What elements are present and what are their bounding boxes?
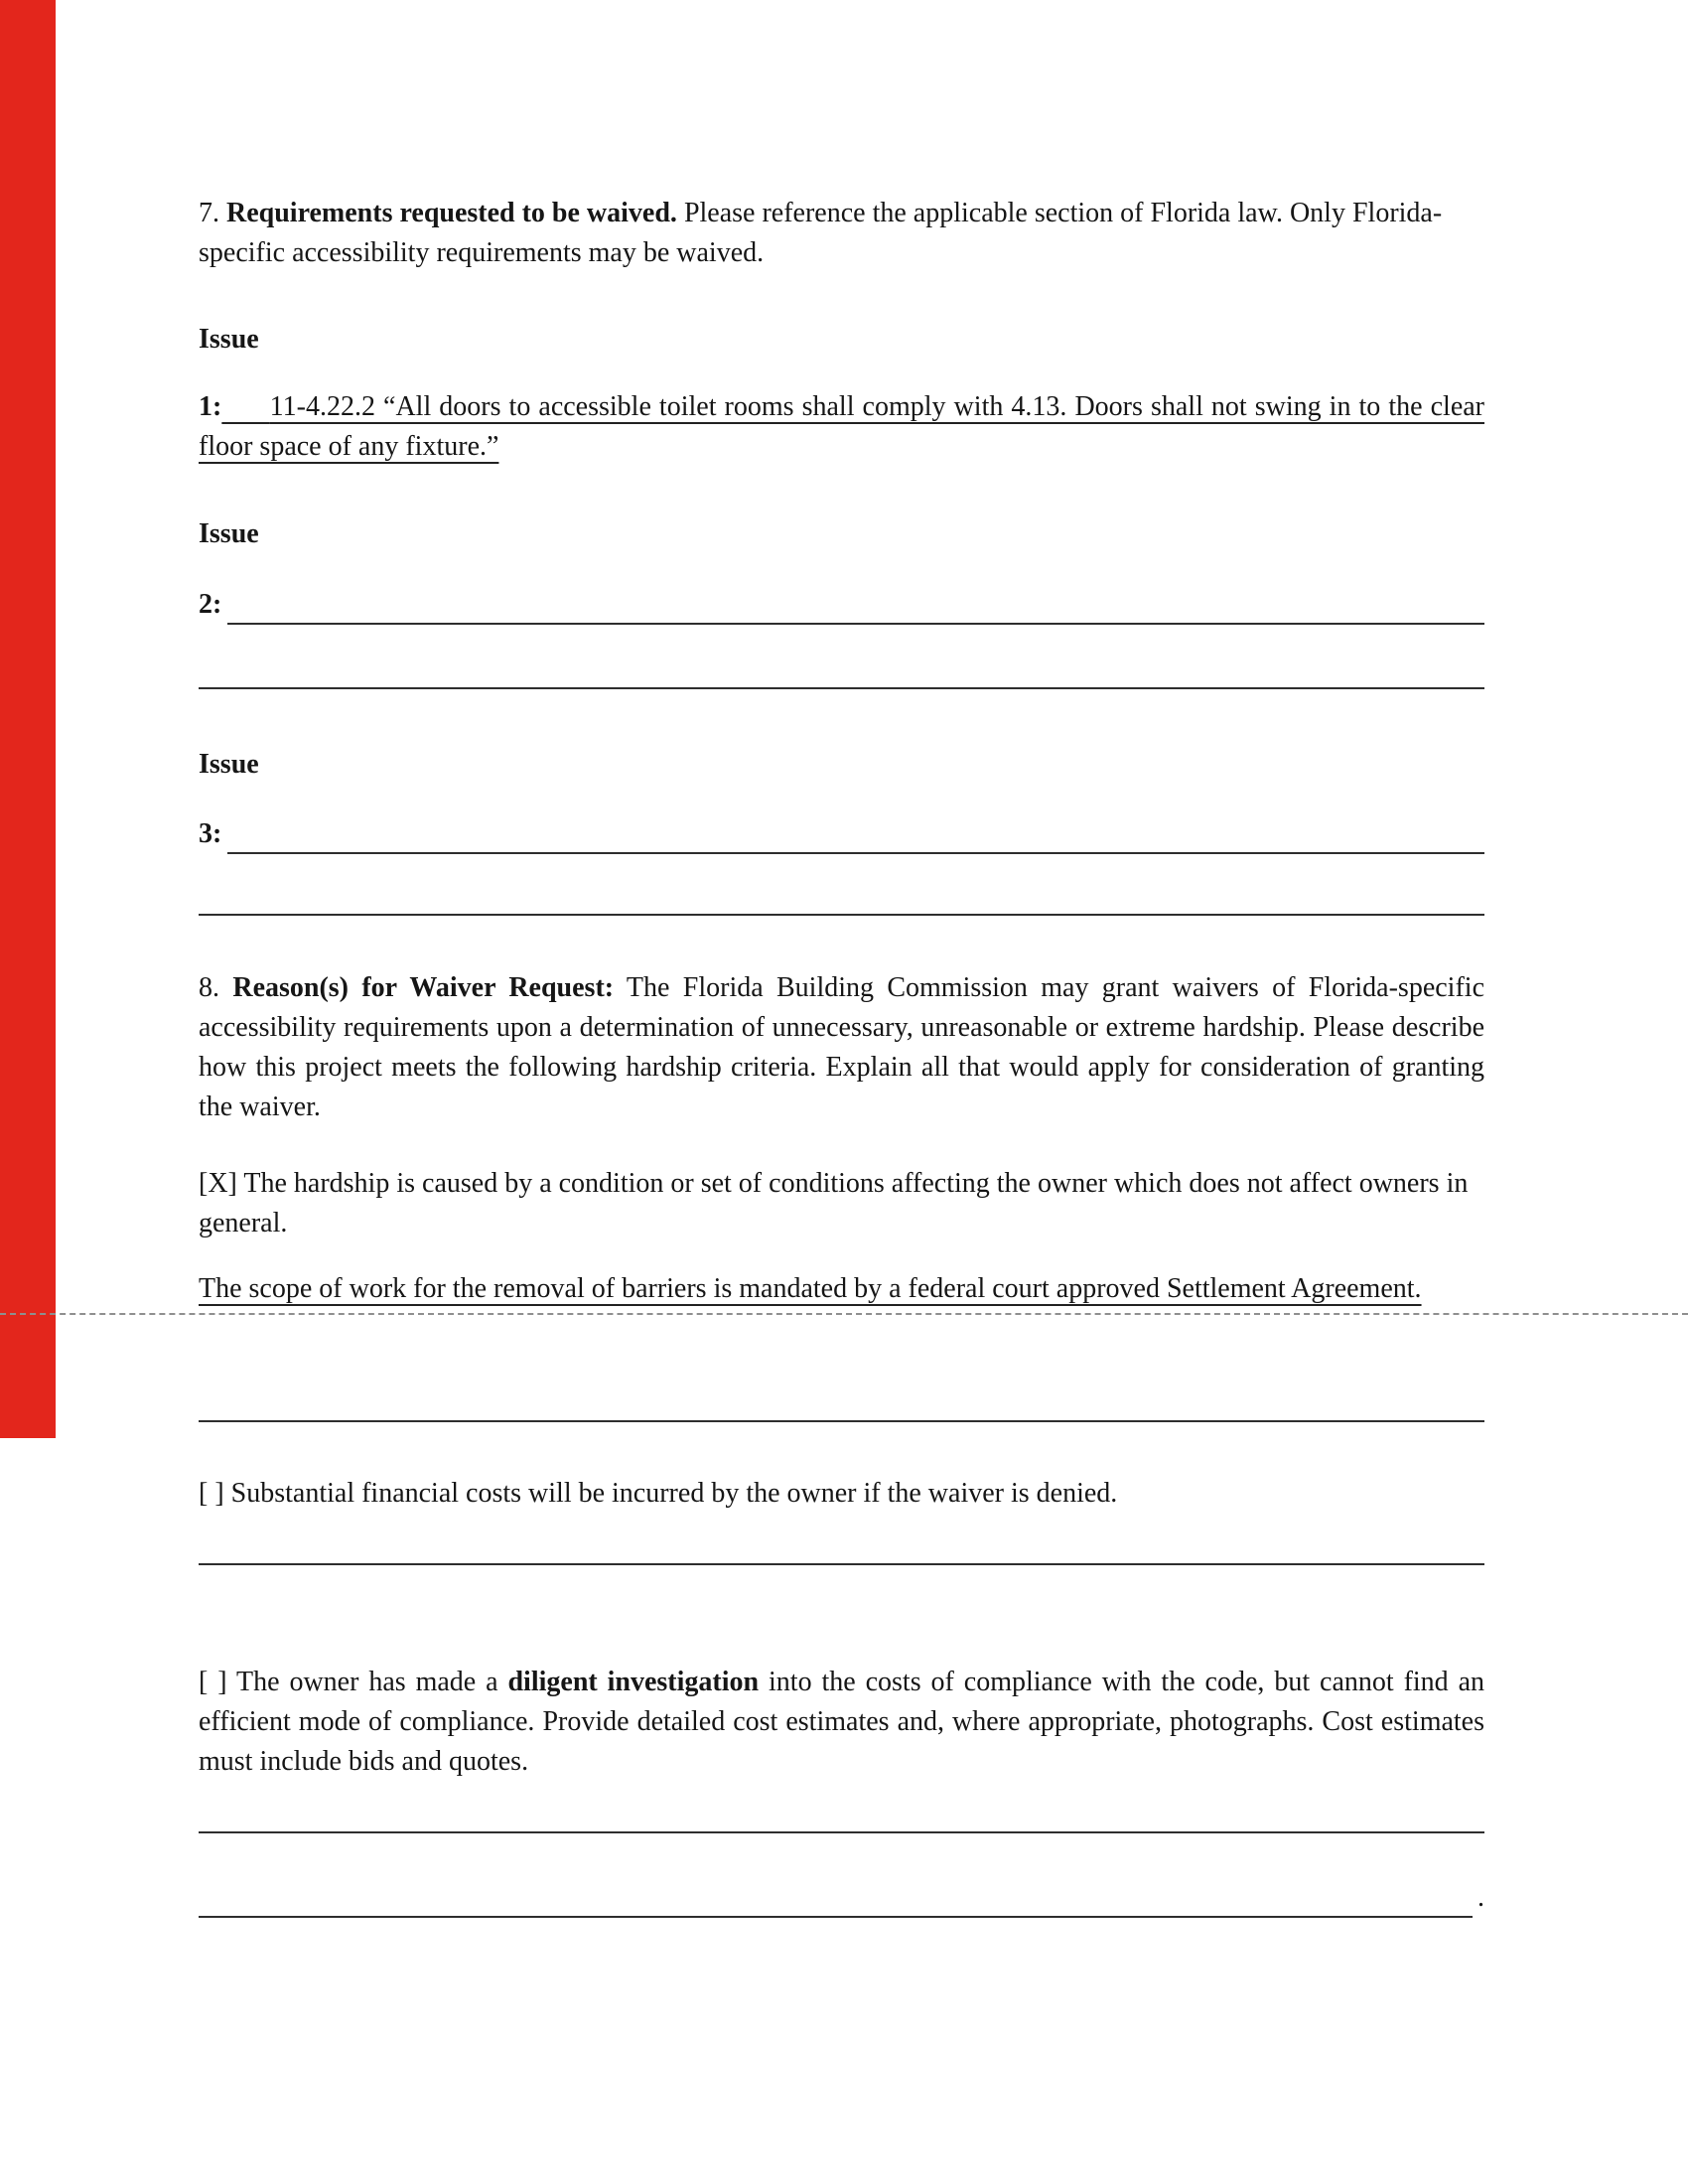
hardship-answer-blank-line (199, 1420, 1484, 1422)
section-8-body: The Florida Building Commission may grant waivers of Florida-specific accessibility requirements upon a determination of unnecessary, unreasonable or extreme hardship. Please describe how this project meets the following hardship criteria. Explain all that would apply for consideration of granting the waiver. (199, 972, 1484, 1122)
issue-2-blank-line (227, 587, 1484, 625)
issue-2-number: 2: (199, 589, 222, 620)
issue-2-entry (199, 581, 1484, 625)
issue-1-lead-blank (221, 391, 269, 422)
issue-1-number: 1: (199, 391, 222, 422)
section-7-number: 7. (199, 198, 219, 228)
issue-3-entry (199, 810, 1484, 854)
diligent-blank-line-2-row (199, 1880, 1484, 1918)
section-7-title: Requirements requested to be waived. (226, 198, 677, 228)
issue-2-blank-line-2 (199, 687, 1484, 689)
issue-3-blank-line-2 (199, 914, 1484, 916)
section-8-title: Reason(s) for Waiver Request: (232, 972, 615, 1003)
checkbox-hardship-condition: [X] (199, 1168, 237, 1199)
issue-3-label: Issue (199, 749, 259, 780)
criterion-financial-costs (199, 1474, 1484, 1514)
section-7-paragraph (199, 194, 1484, 273)
section-8-number: 8. (199, 972, 219, 1003)
diligent-blank-line-1 (199, 1831, 1484, 1833)
financial-costs-blank-line (199, 1563, 1484, 1565)
section-7-body: Please reference the applicable section of Florida law. Only Florida-specific accessibility requirements may be waived. (199, 198, 1443, 268)
issue-2-label: Issue (199, 518, 259, 549)
checkbox-diligent-investigation: [ ] (199, 1667, 227, 1697)
issue-1-value: 11-4.22.2 “All doors to accessible toilet rooms shall comply with 4.13. Doors shall not swing in to the clear floor space of any fixture.” (199, 391, 1485, 462)
criterion-diligent-investigation (199, 1663, 1484, 1782)
red-margin-bar (0, 0, 56, 1438)
hardship-answer-text: The scope of work for the removal of barriers is mandated by a federal court approved Settlement Agreement. (199, 1273, 1422, 1304)
issue-1-label: Issue (199, 324, 259, 355)
trailing-period: . (1477, 1882, 1484, 1913)
criterion-financial-costs-text: Substantial financial costs will be incurred by the owner if the waiver is denied. (230, 1478, 1118, 1509)
diligent-blank-line-2 (199, 1880, 1473, 1918)
criterion-diligent-bold: diligent investigation (507, 1667, 760, 1697)
criterion-hardship-text: The hardship is caused by a condition or set of conditions affecting the owner which does not affect owners in general. (199, 1168, 1469, 1238)
issue-1-entry (199, 387, 1484, 467)
criterion-diligent-prefix: The owner has made a (236, 1667, 498, 1697)
issue-3-number: 3: (199, 818, 222, 849)
section-8-paragraph (199, 968, 1484, 1127)
checkbox-financial-costs: [ ] (199, 1478, 224, 1509)
criterion-diligent-suffix: into the costs of compliance with the code, but cannot find an efficient mode of compliance. Provide detailed cost estimates and, where appropriate, photographs. Cost estimates must include bids and quotes. (199, 1667, 1485, 1777)
issue-3-blank-line (227, 816, 1484, 854)
criterion-hardship-condition (199, 1164, 1484, 1243)
